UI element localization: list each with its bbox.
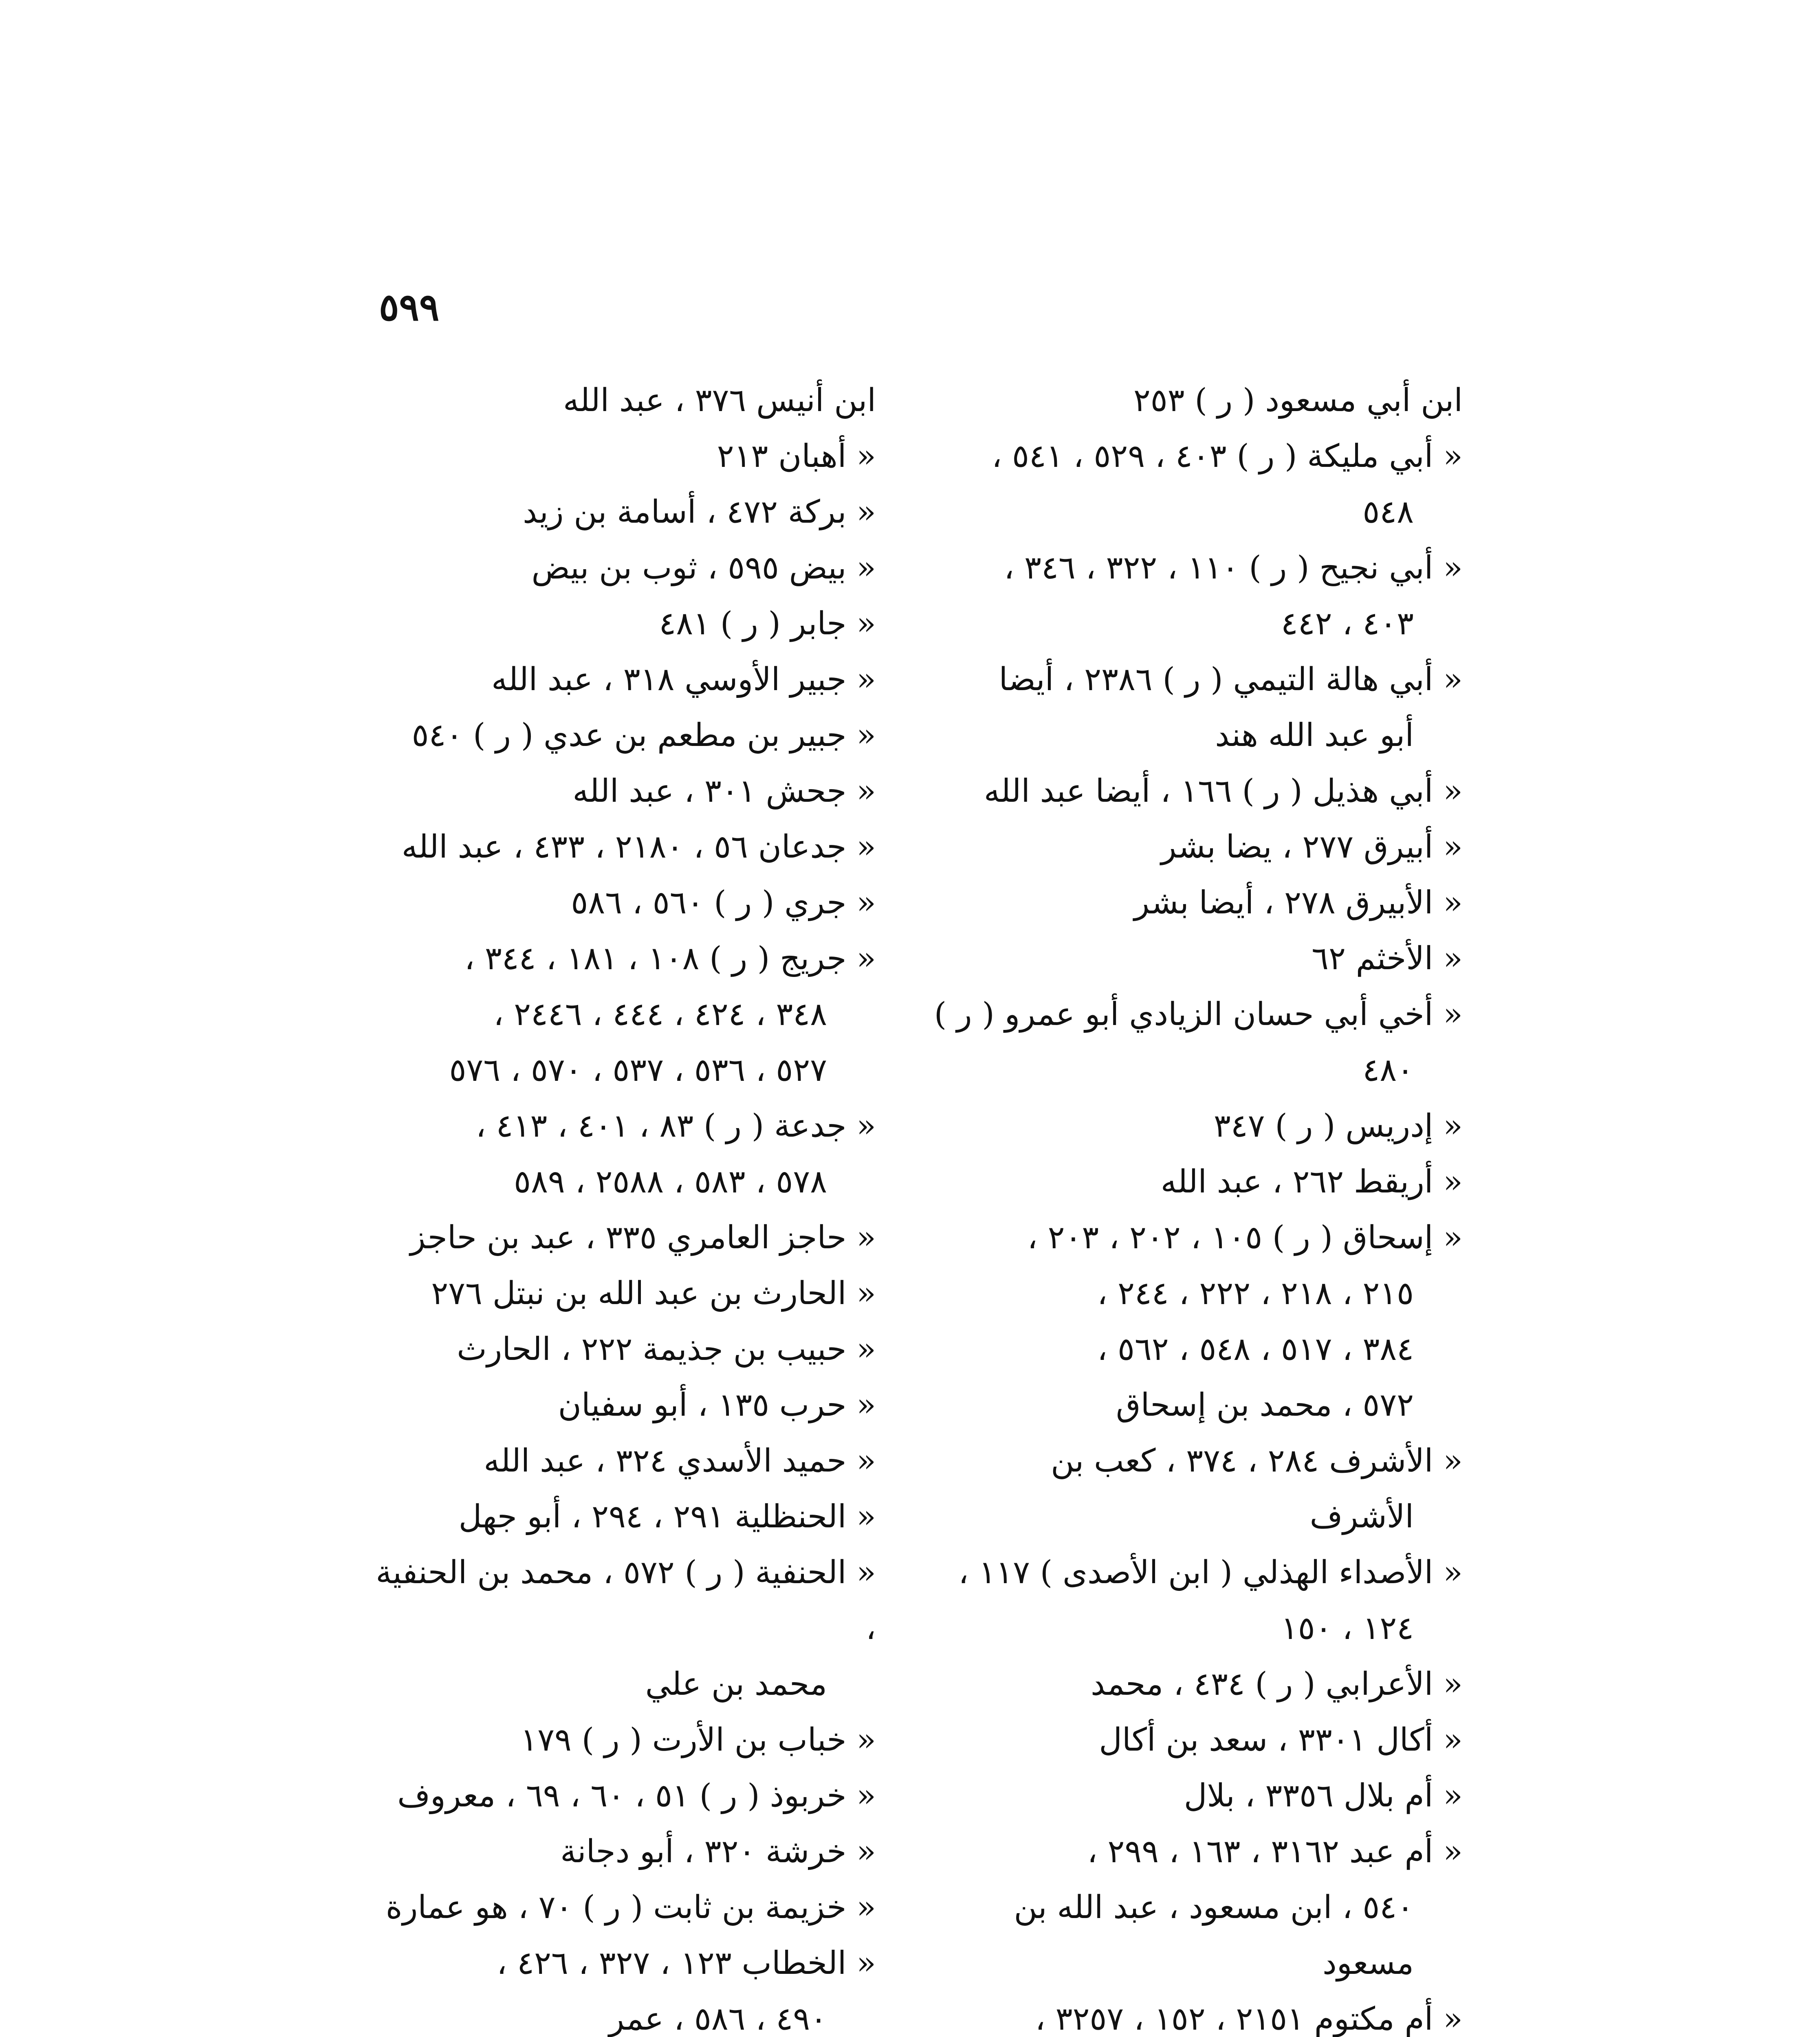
index-entry bbox=[929, 373, 1463, 429]
index-entry-line: « الأصداء الهذلي ( ابن الأصدى ) ١١٧ ، bbox=[958, 1554, 1463, 1591]
index-entry-continuation: ٢١٥ ، ٢١٨ ، ٢٢٢ ، ٢٤٤ ، bbox=[1097, 1275, 1414, 1312]
index-entry-line: « أبي هالة التيمي ( ر ) ٢٣٨٦ ، أيضا bbox=[999, 661, 1463, 698]
index-entry-continuation: الأشرف bbox=[1309, 1498, 1414, 1535]
index-entry bbox=[359, 1098, 876, 1210]
index-entry-line: « بركة ٤٧٢ ، أسامة بن زيد bbox=[523, 494, 876, 530]
index-entry bbox=[359, 652, 876, 708]
index-entry bbox=[359, 1433, 876, 1489]
index-entry bbox=[929, 1433, 1463, 1545]
index-entry bbox=[359, 1322, 876, 1377]
index-entry-line: « جابر ( ر ) ٤٨١ bbox=[659, 605, 876, 642]
index-entry-line: « إسحاق ( ر ) ١٠٥ ، ٢٠٢ ، ٢٠٣ ، bbox=[1027, 1219, 1463, 1256]
index-entry-line: « خرشة ٣٢٠ ، أبو دجانة bbox=[560, 1833, 876, 1870]
index-entry bbox=[359, 1266, 876, 1322]
index-entry-line: « أخي أبي حسان الزيادي أبو عمرو ( ر ) bbox=[934, 996, 1463, 1033]
index-entry-line: « جبير الأوسي ٣١٨ ، عبد الله bbox=[491, 661, 876, 698]
index-entry-line: « الحارث بن عبد الله بن نبتل ٢٧٦ bbox=[431, 1275, 876, 1312]
index-entry-continuation: ١٢٤ ، ١٥٠ bbox=[1281, 1610, 1414, 1647]
index-entry-continuation: ٣٤٨ ، ٤٢٤ ، ٤٤٤ ، ٢٤٤٦ ، bbox=[493, 996, 827, 1033]
index-entry-line: « الحنظلية ٢٩١ ، ٢٩٤ ، أبو جهل bbox=[458, 1498, 876, 1535]
index-entry-line: ابن أبي مسعود ( ر ) ٢٥٣ bbox=[1133, 382, 1463, 419]
index-entry-line: « جحش ٣٠١ ، عبد الله bbox=[572, 773, 876, 810]
index-entry bbox=[359, 708, 876, 763]
index-entry-continuation: ٥٧٢ ، محمد بن إسحاق bbox=[1116, 1387, 1414, 1423]
index-entry-line: « جري ( ر ) ٥٦٠ ، ٥٨٦ bbox=[571, 884, 876, 921]
index-entry-line: « أهبان ٢١٣ bbox=[717, 438, 876, 475]
index-entry bbox=[359, 875, 876, 931]
index-entry bbox=[929, 1712, 1463, 1768]
index-entry-continuation: ٥٤٠ ، ابن مسعود ، عبد الله بن مسعود bbox=[1014, 1889, 1414, 1982]
index-entry-line: « الأبيرق ٢٧٨ ، أيضا بشر bbox=[1134, 884, 1463, 921]
index-entry bbox=[929, 1545, 1463, 1656]
index-entry bbox=[929, 1824, 1463, 1991]
index-entry bbox=[359, 484, 876, 540]
index-entry bbox=[359, 596, 876, 652]
index-column-right bbox=[929, 373, 1463, 2037]
index-entry bbox=[359, 1545, 876, 1712]
index-entry bbox=[359, 1824, 876, 1880]
index-entry-line: « حاجز العامري ٣٣٥ ، عبد بن حاجز bbox=[410, 1219, 876, 1256]
index-entry-line: « أبي هذيل ( ر ) ١٦٦ ، أيضا عبد الله bbox=[984, 773, 1463, 810]
index-entry-line: « جدعة ( ر ) ٨٣ ، ٤٠١ ، ٤١٣ ، bbox=[475, 1108, 876, 1144]
index-entry bbox=[359, 373, 876, 429]
index-entry bbox=[359, 819, 876, 875]
index-entry-line: « الأعرابي ( ر ) ٤٣٤ ، محمد bbox=[1091, 1666, 1463, 1703]
index-entry-line: « خزيمة بن ثابت ( ر ) ٧٠ ، هو عمارة bbox=[385, 1889, 876, 1926]
index-entry bbox=[359, 1880, 876, 1936]
index-entry bbox=[929, 763, 1463, 819]
index-entry bbox=[929, 1768, 1463, 1824]
index-entry-continuation: ٥٢٧ ، ٥٣٦ ، ٥٣٧ ، ٥٧٠ ، ٥٧٦ bbox=[449, 1052, 827, 1089]
index-entry-line: « جبير بن مطعم بن عدي ( ر ) ٥٤٠ bbox=[412, 717, 876, 754]
index-entry-line: « أبي نجيح ( ر ) ١١٠ ، ٣٢٢ ، ٣٤٦ ، bbox=[1004, 550, 1463, 586]
index-entry-line: « الأخثم ٦٢ bbox=[1312, 940, 1463, 977]
index-entry-continuation: ٥٤٨ bbox=[1362, 494, 1414, 530]
index-entry-line: « أبي مليكة ( ر ) ٤٠٣ ، ٥٢٩ ، ٥٤١ ، bbox=[991, 438, 1463, 475]
index-entry-line: « أبيرق ٢٧٧ ، يضا بشر bbox=[1161, 829, 1463, 865]
index-entry bbox=[359, 763, 876, 819]
index-entry bbox=[929, 1098, 1463, 1154]
index-entry bbox=[359, 1936, 876, 2037]
index-entry-line: « إدريس ( ر ) ٣٤٧ bbox=[1213, 1108, 1463, 1144]
index-entry-line: « حميد الأسدي ٣٢٤ ، عبد الله bbox=[484, 1443, 876, 1479]
index-entry bbox=[929, 1656, 1463, 1712]
index-entry bbox=[929, 875, 1463, 931]
index-entry bbox=[929, 931, 1463, 987]
index-entry bbox=[359, 931, 876, 1098]
index-entry bbox=[929, 540, 1463, 652]
index-entry bbox=[929, 1154, 1463, 1210]
index-entry-continuation: محمد بن علي bbox=[645, 1666, 827, 1703]
index-entry-line: « أم بلال ٣٣٥٦ ، بلال bbox=[1184, 1777, 1463, 1814]
index-entry-line: « الأشرف ٢٨٤ ، ٣٧٤ ، كعب بن bbox=[1051, 1443, 1463, 1479]
index-column-left bbox=[359, 373, 876, 2037]
index-entry bbox=[929, 819, 1463, 875]
index-entry-line: « بيض ٥٩٥ ، ثوب بن بيض bbox=[531, 550, 876, 586]
index-entry-continuation: ٤٩٠ ، ٥٨٦ ، عمر bbox=[609, 2001, 827, 2037]
index-entry-line: « جدعان ٥٦ ، ٢١٨٠ ، ٤٣٣ ، عبد الله bbox=[401, 829, 876, 865]
index-entry bbox=[359, 1489, 876, 1545]
index-entry bbox=[929, 429, 1463, 540]
index-entry bbox=[359, 540, 876, 596]
index-entry-line: « أريقط ٢٦٢ ، عبد الله bbox=[1160, 1164, 1463, 1200]
index-entry-line: « جريج ( ر ) ١٠٨ ، ١٨١ ، ٣٤٤ ، bbox=[464, 940, 876, 977]
index-entry bbox=[929, 652, 1463, 763]
index-entry-line: ابن أنيس ٣٧٦ ، عبد الله bbox=[563, 382, 876, 419]
index-entry bbox=[359, 429, 876, 484]
index-entry-line: « الخطاب ١٢٣ ، ٣٢٧ ، ٤٢٦ ، bbox=[497, 1945, 876, 1982]
index-entry-continuation: أبو عبد الله هند bbox=[1215, 717, 1414, 754]
index-entry-line: « حبيب بن جذيمة ٢٢٢ ، الحارث bbox=[457, 1331, 876, 1368]
index-entry bbox=[359, 1377, 876, 1433]
index-entry bbox=[929, 1210, 1463, 1433]
index-entry-line: « أكال ٣٣٠١ ، سعد بن أكال bbox=[1099, 1722, 1463, 1758]
index-entry bbox=[359, 1712, 876, 1768]
index-entry-line: « حرب ١٣٥ ، أبو سفيان bbox=[558, 1387, 876, 1423]
index-entry-line: « خباب بن الأرت ( ر ) ١٧٩ bbox=[520, 1722, 876, 1758]
index-entry bbox=[929, 1991, 1463, 2037]
index-entry-line: « أم مكتوم ٢١٥١ ، ١٥٢ ، ٣٢٥٧ ، bbox=[1035, 2001, 1463, 2037]
index-entry-continuation: ٤٠٣ ، ٤٤٢ bbox=[1281, 605, 1414, 642]
page-number: ٥٩٩ bbox=[379, 285, 440, 329]
index-entry bbox=[359, 1210, 876, 1266]
index-entry bbox=[359, 1768, 876, 1824]
index-entry bbox=[929, 987, 1463, 1098]
index-entry-line: « خربوذ ( ر ) ٥١ ، ٦٠ ، ٦٩ ، معروف bbox=[397, 1777, 876, 1814]
index-entry-line: « أم عبد ٣١٦٢ ، ١٦٣ ، ٢٩٩ ، bbox=[1087, 1833, 1463, 1870]
index-entry-continuation: ٤٨٠ bbox=[1362, 1052, 1414, 1089]
index-entry-line: « الحنفية ( ر ) ٥٧٢ ، محمد بن الحنفية ، bbox=[376, 1554, 876, 1647]
index-entry-continuation: ٣٨٤ ، ٥١٧ ، ٥٤٨ ، ٥٦٢ ، bbox=[1097, 1331, 1414, 1368]
index-entry-continuation: ٥٧٨ ، ٥٨٣ ، ٢٥٨٨ ، ٥٨٩ bbox=[514, 1164, 827, 1200]
